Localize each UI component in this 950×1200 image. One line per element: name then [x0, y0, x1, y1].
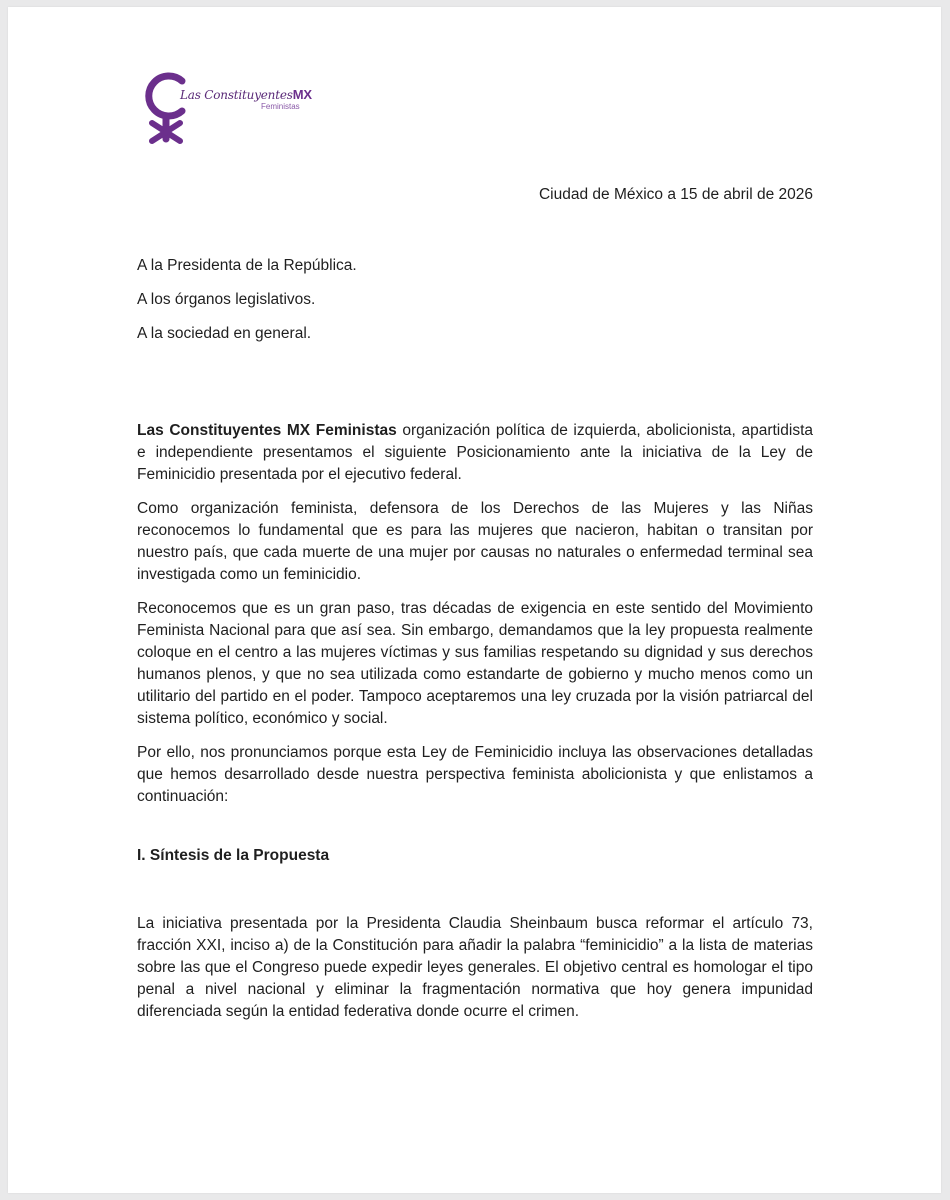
logo-mx-text: MX — [292, 87, 312, 102]
document-page — [8, 7, 941, 1193]
paragraph-intro — [137, 420, 813, 486]
logo-wordmark — [180, 87, 312, 102]
paragraph-demands: Reconocemos que es un gran paso, tras décadas de exigencia en este sentido del Movimiento Feminista Nacional para que así sea. Sin embargo, demandamos que la ley propuesta realmente coloque en el centro a las mujeres víctimas y sus familias respetando su dignidad y sus derechos humanos plenos, y que no sea utilizada como estandarte de gobierno y mucho menos como un utilitario del partido en el poder. Tampoco aceptaremos una ley cruzada por la visión patriarcal del sistema político, económico y social. — [137, 600, 813, 727]
paragraph-intro-text: organización política de izquierda, abolicionista, apartidista e independiente presentamos el siguiente Posicionamiento ante la iniciativa de la Ley de Feminicidio presentada por el ejecutivo federal. — [137, 422, 813, 483]
recipient-line: A la sociedad en general. — [137, 325, 312, 342]
venus-symbol-icon — [136, 67, 196, 147]
paragraph-pronouncement: Por ello, nos pronunciamos porque esta Ley de Feminicidio incluya las observaciones detalladas que hemos desarrollado desde nuestra perspectiva feminista abolicionista y que enlistamos a continuación: — [137, 744, 813, 805]
logo-subtitle: Feministas — [261, 102, 300, 111]
recipients-list — [137, 252, 357, 354]
organization-name: Las Constituyentes MX Feministas — [137, 422, 397, 439]
organization-logo — [136, 67, 326, 147]
recipient-line: A la Presidenta de la República. — [137, 257, 357, 274]
logo-title-text: Las Constituyentes — [180, 88, 293, 102]
letter-body — [137, 420, 813, 820]
section-body: La iniciativa presentada por la Presidenta Claudia Sheinbaum busca reformar el artículo 73, fracción XXI, inciso a) de la Constitución para añadir la palabra “feminicidio” a la lista de materias sobre las que el Congreso puede expedir leyes generales. El objetivo central es homologar el tipo penal a nivel nacional y eliminar la fragmentación normativa que hoy genera impunidad diferenciada según la entidad federativa donde ocurre el crimen. — [137, 915, 813, 1020]
recipient-line: A los órganos legislativos. — [137, 291, 316, 308]
letter-date: Ciudad de México a 15 de abril de 2026 — [538, 186, 813, 203]
section-heading: I. Síntesis de la Propuesta — [137, 847, 330, 864]
paragraph-recognition: Como organización feminista, defensora de los Derechos de las Mujeres y las Niñas reconocemos lo fundamental que es para las mujeres que nacieron, habitan o transitan por nuestro país, que cada muerte de una mujer por causas no naturales o enfermedad terminal sea investigada como un feminicidio. — [137, 500, 813, 583]
